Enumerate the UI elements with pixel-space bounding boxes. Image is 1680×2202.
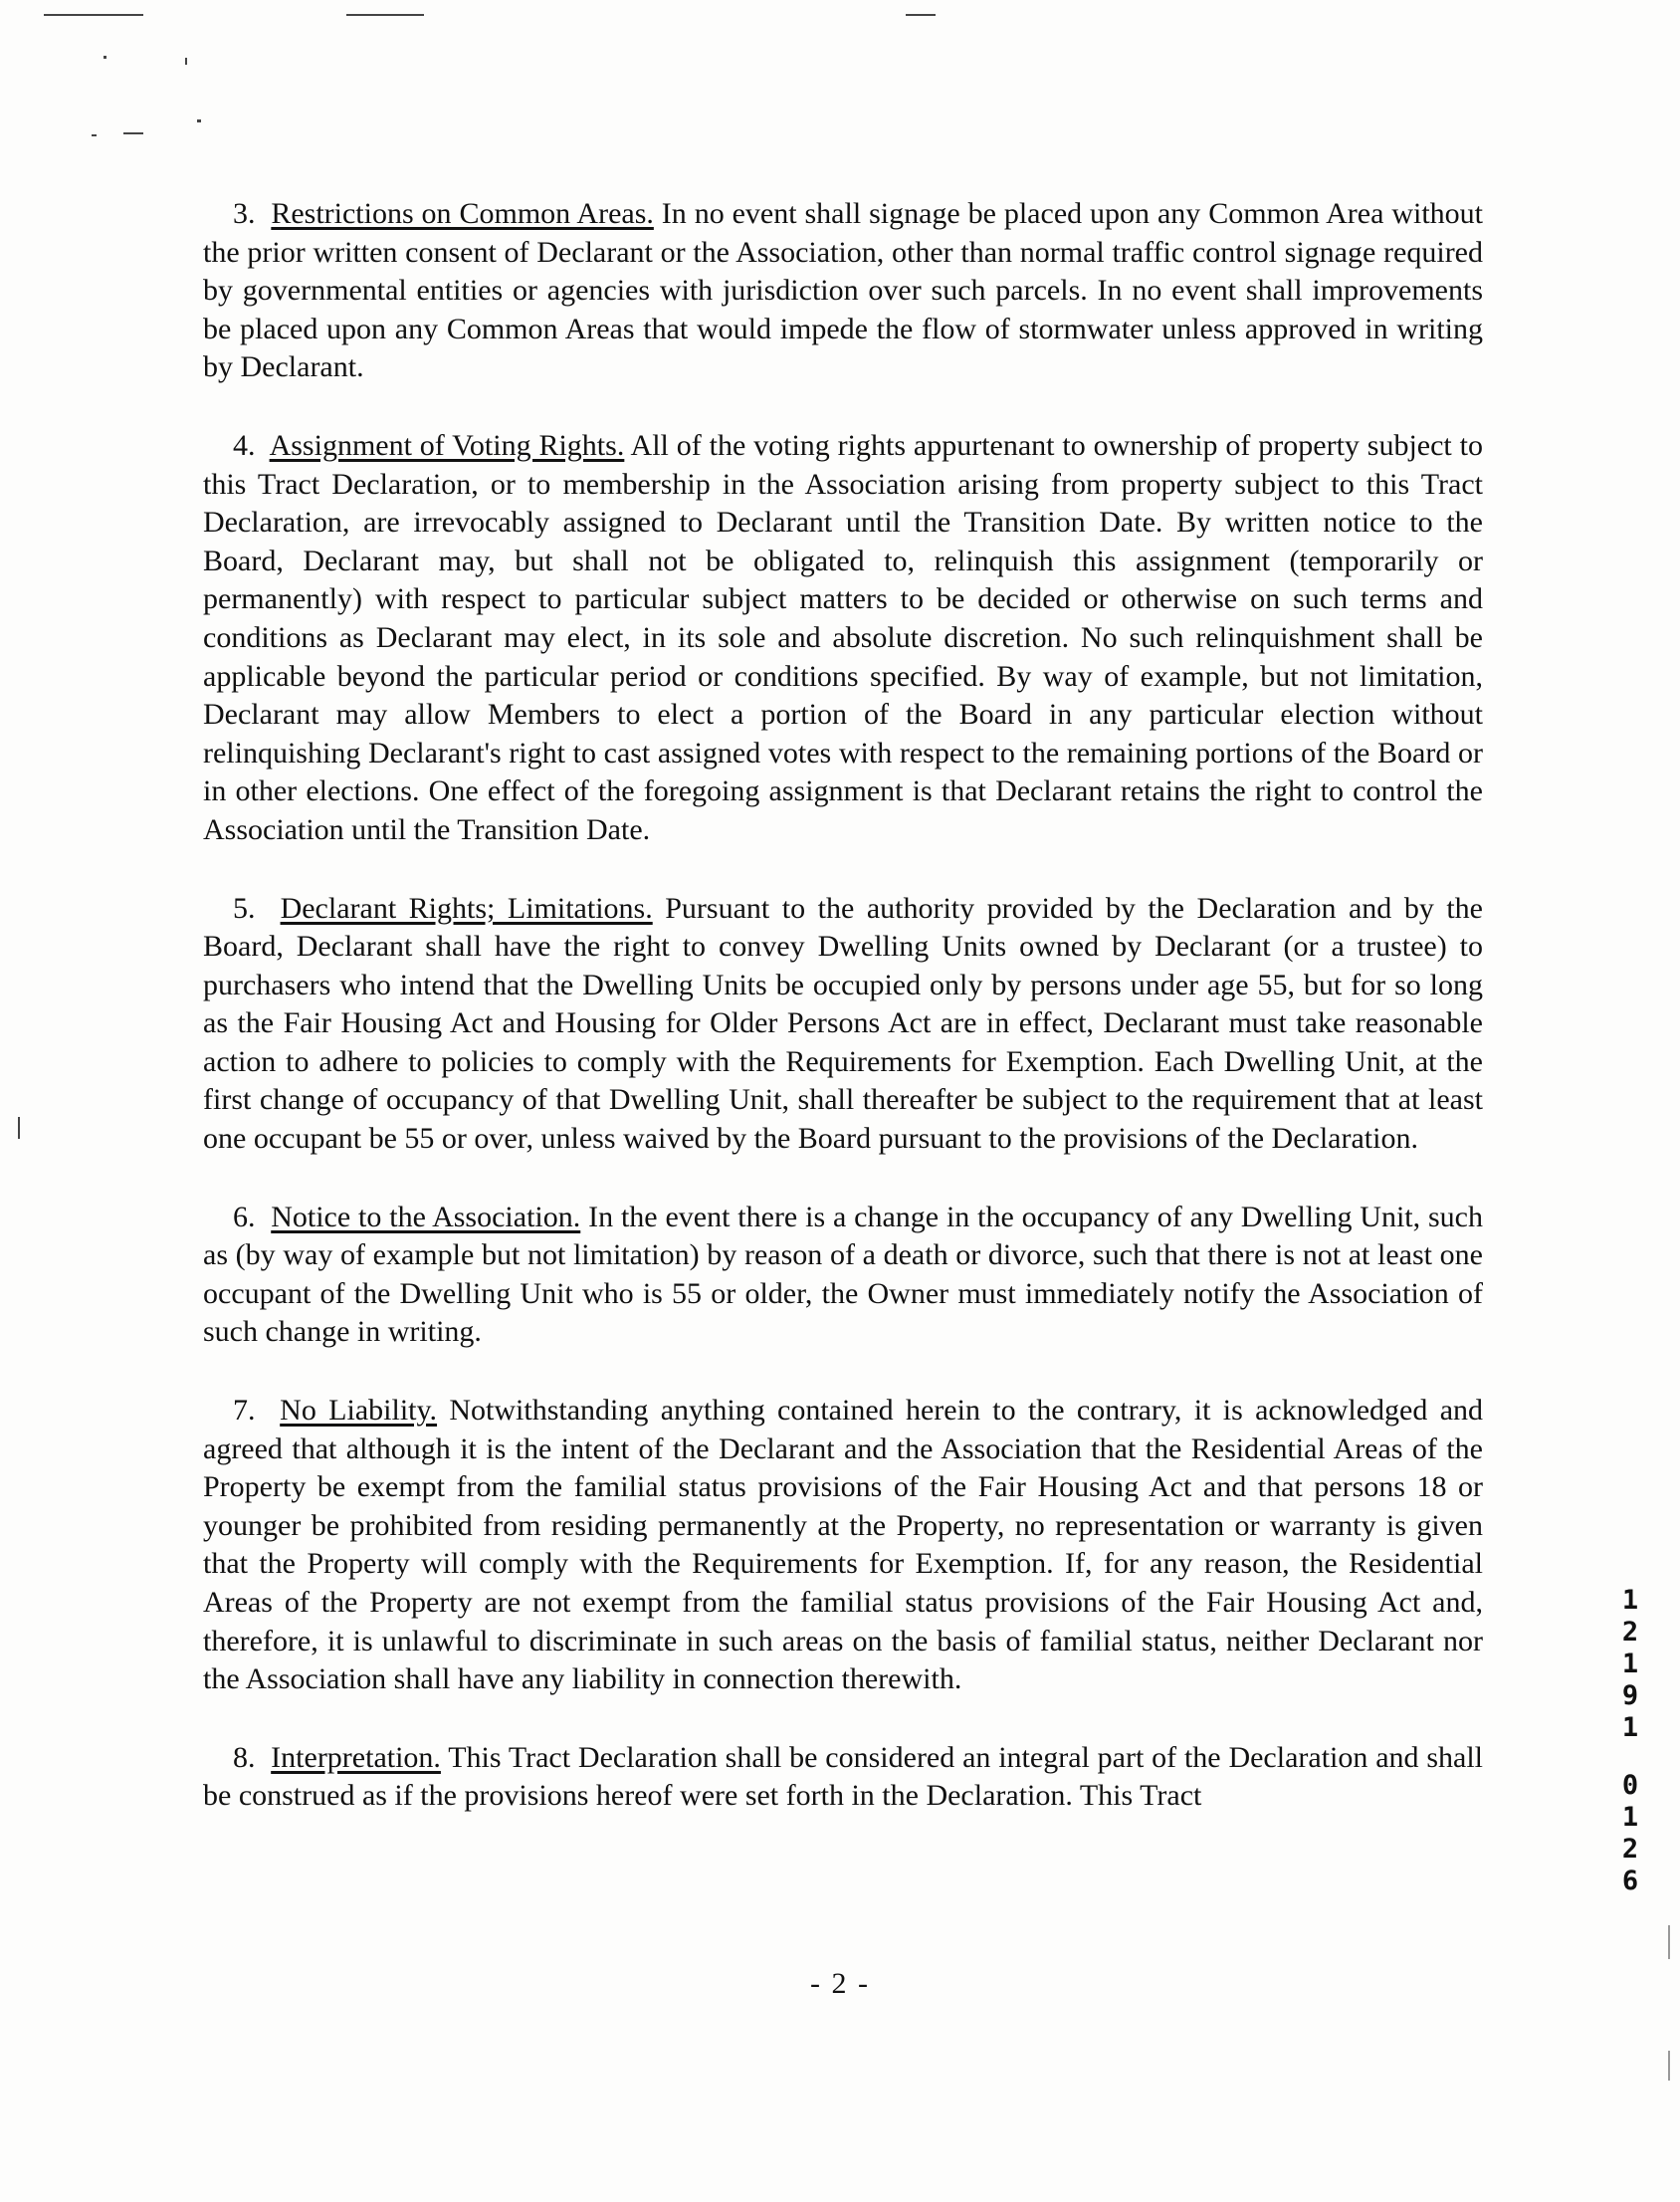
page-number: - 2 - [810, 1967, 870, 2000]
scan-mark [44, 14, 143, 16]
scan-mark [104, 56, 106, 59]
stamp-digit: 2 [1621, 1617, 1639, 1648]
section-notice-to-the-association [203, 1199, 1483, 1352]
section-number: 8. [233, 1740, 256, 1774]
section-number: 5. [233, 891, 256, 925]
stamp-digit: 1 [1621, 1649, 1639, 1679]
section-number: 7. [233, 1394, 256, 1428]
section-restrictions-on-common-areas [203, 195, 1483, 387]
scan-mark [346, 14, 424, 16]
scan-mark [18, 1117, 20, 1139]
section-interpretation [203, 1739, 1483, 1816]
scan-mark [1668, 2051, 1670, 2081]
section-number: 6. [233, 1200, 256, 1233]
stamp-digit: 2 [1621, 1834, 1639, 1865]
section-heading: Restrictions on Common Areas. [271, 197, 654, 230]
section-heading: No Liability. [280, 1394, 438, 1428]
section-number: 4. [233, 428, 256, 462]
stamp-digit: 0 [1621, 1770, 1639, 1801]
section-body: In no event shall signage be placed upon any Common Area without the prior written consent of Declarant or the Association, other than normal traffic control signage required by governmental entities or agencies with jurisdiction over such parcels. In no event shall improvements be placed upon any Common Areas that would impede the flow of stormwater unless approved in writing by Declarant. [203, 197, 1483, 384]
stamp-digit: 6 [1621, 1866, 1639, 1896]
scan-mark [906, 14, 936, 16]
section-body: This Tract Declaration shall be considered an integral part of the Declaration and shall be construed as if the provisions hereof were set forth in the Declaration. This Tract [203, 1740, 1484, 1813]
recording-stamp-top [1610, 1585, 1650, 1744]
scan-mark [197, 119, 201, 122]
stamp-digit: 9 [1621, 1680, 1639, 1711]
section-body: Pursuant to the authority provided by the Declaration and by the Board, Declarant shall have the right to convey Dwelling Units owned by Declarant (or a trustee) to purchasers who intend that the Dwelling Units be occupied only by persons under age 55, but for so long as the Fair Housing Act and Housing for Older Persons Act are in effect, Declarant must take reasonable action to adhere to policies to comply with the Requirements for Exemption. Each Dwelling Unit, at the first change of occupancy of that Dwelling Unit, shall thereafter be subject to the requirement that at least one occupant be 55 or over, unless waived by the Board pursuant to the provisions of the Declaration. [203, 891, 1483, 1156]
section-heading: Assignment of Voting Rights. [269, 428, 625, 462]
scan-mark [92, 134, 97, 136]
scan-mark [1668, 1925, 1670, 1959]
section-no-liability [203, 1392, 1483, 1699]
section-body: Notwithstanding anything contained herein to the contrary, it is acknowledged and agreed that although it is the intent of the Declarant and the Association that the Residential Areas of the Property be exempt from the familial status provisions of the Fair Housing Act and that persons 18 or younger be prohibited from residing permanently at the Property, no representation or warranty is given that the Property will comply with the Requirements for Exemption. If, for any reason, the Residential Areas of the Property are not exempt from the familial status provisions of the Fair Housing Act and, therefore, it is unlawful to discriminate in such areas on the basis of familial status, neither Declarant nor the Association shall have any liability in connection therewith. [203, 1394, 1484, 1696]
recording-stamp [1610, 1585, 1650, 1897]
stamp-digit: 1 [1621, 1802, 1639, 1833]
recording-stamp-bottom [1610, 1770, 1650, 1897]
stamp-digit: 1 [1621, 1585, 1639, 1616]
section-heading: Declarant Rights; Limitations. [280, 891, 653, 925]
section-number: 3. [233, 197, 256, 230]
section-declarant-rights-limitations [203, 890, 1483, 1159]
section-assignment-of-voting-rights [203, 427, 1483, 850]
section-heading: Notice to the Association. [271, 1200, 581, 1233]
scan-mark [185, 58, 187, 65]
document-body [203, 195, 1483, 1856]
section-body: In the event there is a change in the occupancy of any Dwelling Unit, such as (by way of example but not limitation) by reason of a death or divorce, such that there is not at least one occupant of the Dwelling Unit who is 55 or older, the Owner must immediately notify the Association of such change in writing. [203, 1200, 1483, 1349]
stamp-digit: 1 [1621, 1712, 1639, 1743]
section-body: All of the voting rights appurtenant to ownership of property subject to this Tract Declaration, or to membership in the Association arising from property subject to this Tract Declaration, are irrevocably assigned to Declarant until the Transition Date. By written notice to the Board, Declarant may, but shall not be obligated to, relinquish this assignment (temporarily or permanently) with respect to particular subject matters to be decided or otherwise on such terms and conditions as Declarant may elect, in its sole and absolute discretion. No such relinquishment shall be applicable beyond the particular period or conditions specified. By way of example, but not limitation, Declarant may allow Members to elect a portion of the Board in any particular election without relinquishing Declarant's right to cast assigned votes with respect to the remaining portions of the Board or in other elections. One effect of the foregoing assignment is that Declarant retains the right to control the Association until the Transition Date. [203, 428, 1483, 846]
section-heading: Interpretation. [271, 1740, 441, 1774]
scan-mark [123, 132, 143, 134]
